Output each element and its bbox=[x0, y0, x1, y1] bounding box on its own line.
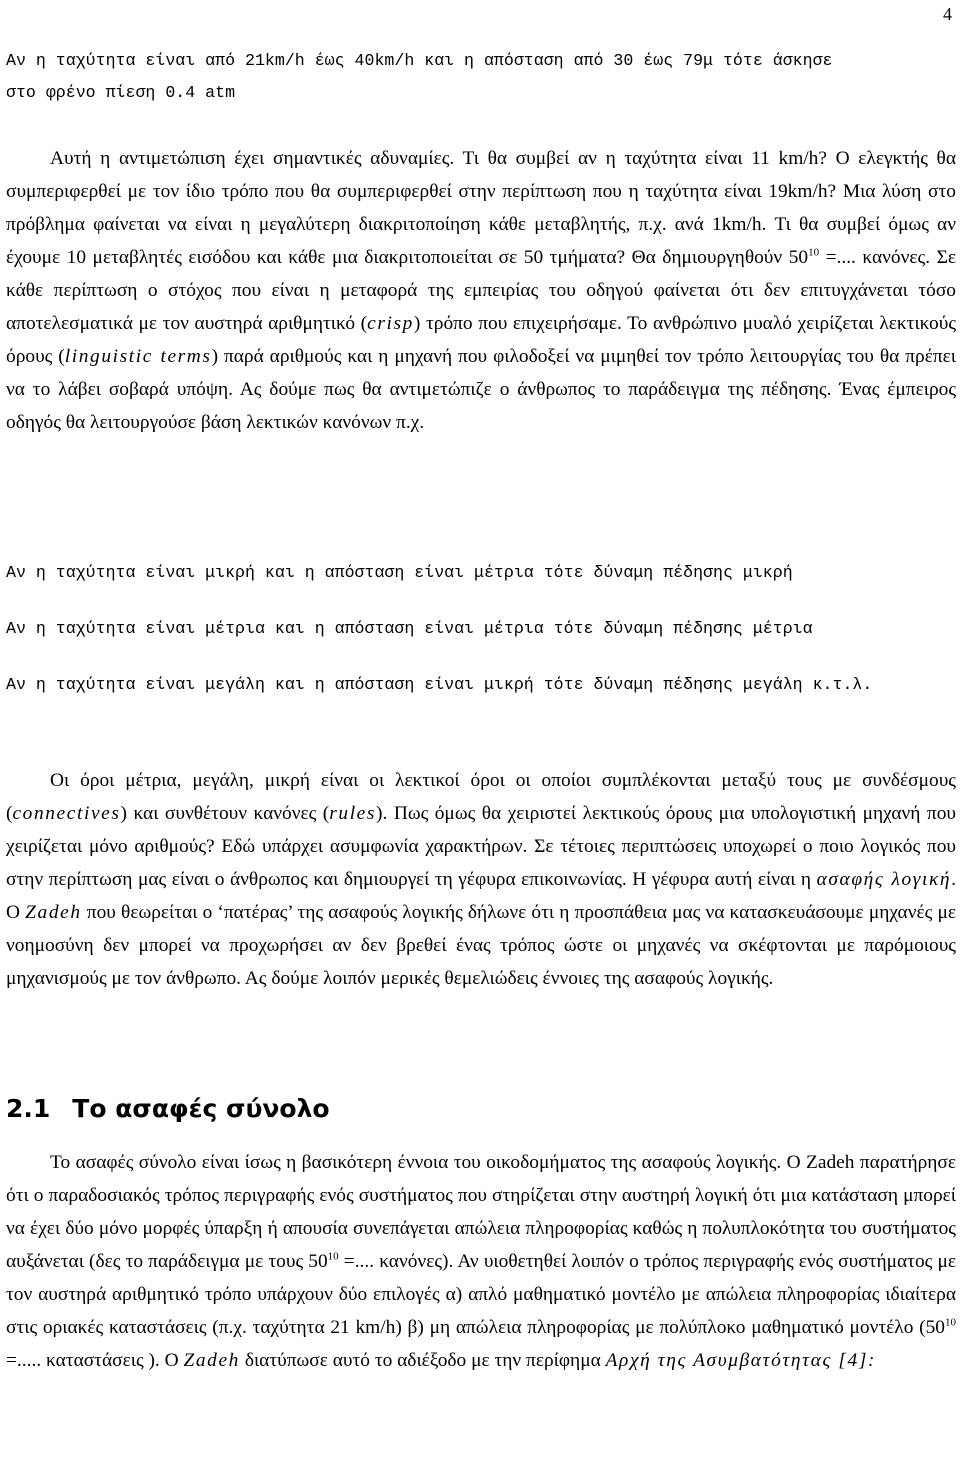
intro-rule-line-2: στο φρένο πίεση 0.4 atm bbox=[6, 83, 236, 102]
term-fuzzy-logic: ασαφής λογική bbox=[816, 869, 952, 890]
section-heading bbox=[6, 1094, 330, 1123]
formula-rule-count: $50^{10}$ bbox=[788, 246, 820, 268]
name-zadeh: Zadeh bbox=[25, 902, 82, 923]
linguistic-rule-3: Αν η ταχύτητα είναι μεγάλη και η απόσταση είναι μικρή τότε δύναμη πέδησης μεγάλη κ.τ.λ. bbox=[6, 675, 873, 694]
term-crisp: crisp bbox=[367, 313, 414, 334]
term-rules: rules bbox=[329, 803, 377, 824]
section-number: 2.1 bbox=[6, 1094, 51, 1123]
intro-rule-line-1: Αν η ταχύτητα είναι από 21km/h έως 40km/h και η απόσταση από 30 έως 79μ τότε άσκησε bbox=[6, 51, 833, 70]
term-linguistic: linguistic terms bbox=[64, 346, 212, 367]
linguistic-rule-1: Αν η ταχύτητα είναι μικρή και η απόσταση είναι μέτρια τότε δύναμη πέδησης μικρή bbox=[6, 563, 793, 582]
name-zadeh-2: Zadeh bbox=[183, 1350, 240, 1371]
linguistic-rule-2: Αν η ταχύτητα είναι μέτρια και η απόσταση είναι μέτρια τότε δύναμη πέδησης μέτρια bbox=[6, 619, 813, 638]
page-number: 4 bbox=[943, 4, 952, 24]
section-title: Το ασαφές σύνολο bbox=[72, 1094, 330, 1123]
paragraph-fuzzy-set: Το ασαφές σύνολο είναι ίσως η βασικότερη έννοια του οικοδομήματος της ασαφούς λογικής. Ο Zadeh παρατήρησε ότι ο παραδοσιακός τρόπος περιγραφής ενός συστήματος που στηρίζεται στην αυστηρή λογική ότι μια κατάσταση μπορεί να έχει δύο μόνο μορφές ύπαρξη ή απουσία συνεπάγεται απώλεια πληροφορίας καθώς η πολυπλοκότητα του συστήματος αυξάνεται (δες το παράδειγμα με τους $50^{10}$ =.... κανόνες). Αν υιοθετηθεί λοιπόν ο τρόπος περιγραφής ενός συστήματος με τον αυστηρά αριθμητικό τρόπο υπάρχουν δύο επιλογές α) απλό μαθηματικό μοντέλο με απώλεια πληροφορίας ιδιαίτερα στις οριακές καταστάσεις (π.χ. ταχύτητα 21 km/h) β) μη απώλεια πληροφορίας με πολύπλοκο μαθηματικό μοντέλο ($50^{10}$ =..... καταστάσεις ). Ο Zadeh διατύπωσε αυτό το αδιέξοδο με την περίφημα Αρχή της Ασυμβατότητας [4]: bbox=[6, 1152, 956, 1371]
paragraph-linguistic-terms: Οι όροι μέτρια, μεγάλη, μικρή είναι οι λεκτικοί όροι οι οποίοι συμπλέκονται μεταξύ τους με συνδέσμους (connectives) και συνθέτουν κανόνες (rules). Πως όμως θα χειριστεί λεκτικούς όρους μια υπολογιστική μηχανή που χειρίζεται μόνο αριθμούς? Εδώ υπάρχει ασυμφωνία χαρακτήρων. Σε τέτοιες περιπτώσεις υποχωρεί ο ποιο λογικός που στην περίπτωση μας είναι ο άνθρωπος και δημιουργεί τη γέφυρα επικοινωνίας. Η γέφυρα αυτή είναι η ασαφής λογική. Ο Zadeh που θεωρείται ο ‘πατέρας’ της ασαφούς λογικής δήλωνε ότι η προσπάθεια μας να κατασκευάσουμε μηχανές με νοημοσύνη δεν μπορεί να προχωρήσει αν δεν βρεθεί ένας τρόπος ώστε οι μηχανές να σκέφτονται με παρόμοιους μηχανισμούς με τον άνθρωπο. Ας δούμε λοιπόν μερικές θεμελιώδεις έννοιες της ασαφούς λογικής. bbox=[6, 770, 956, 989]
paragraph-limitations: Αυτή η αντιμετώπιση έχει σημαντικές αδυναμίες. Τι θα συμβεί αν η ταχύτητα είναι 11 km/h? Ο ελεγκτής θα συμπεριφερθεί με τον ίδιο τρόπο που θα συμπεριφερθεί στην περίπτωση που η ταχύτητα είναι 19km/h? Μια λύση στο πρόβλημα φαίνεται να είναι η μεγαλύτερη διακριτοποίηση κάθε μεταβλητής, π.χ. ανά 1km/h. Τι θα συμβεί όμως αν έχουμε 10 μεταβλητές εισόδου και κάθε μια διακριτοποιείται σε 50 τμήματα? Θα δημιουργηθούν $50^{10}$ =.... κανόνες. Σε κάθε περίπτωση ο στόχος που είναι η μεταφορά της εμπειρίας του οδηγού φαίνεται ότι δεν επιτυγχάνεται τόσο αποτελεσματικά με τον αυστηρά αριθμητικό (crisp) τρόπο που επιχειρήσαμε. Το ανθρώπινο μυαλό χειρίζεται λεκτικούς όρους (linguistic terms) παρά αριθμούς και η μηχανή που φιλοδοξεί να μιμηθεί τον τρόπο λειτουργίας του θα πρέπει να το λάβει σοβαρά υπόψη. Ας δούμε πως θα αντιμετώπιζε ο άνθρωπος το παράδειγμα της πέδησης. Ένας έμπειρος οδηγός θα λειτουργούσε βάση λεκτικών κανόνων π.χ. bbox=[6, 148, 956, 433]
formula-state-count: $50^{10}$ bbox=[925, 1316, 956, 1338]
formula-rule-count-2: $50^{10}$ bbox=[308, 1250, 339, 1272]
principle-of-incompatibility: Αρχή της Ασυμβατότητας [4]: bbox=[605, 1350, 877, 1371]
term-connectives: connectives bbox=[12, 803, 121, 824]
